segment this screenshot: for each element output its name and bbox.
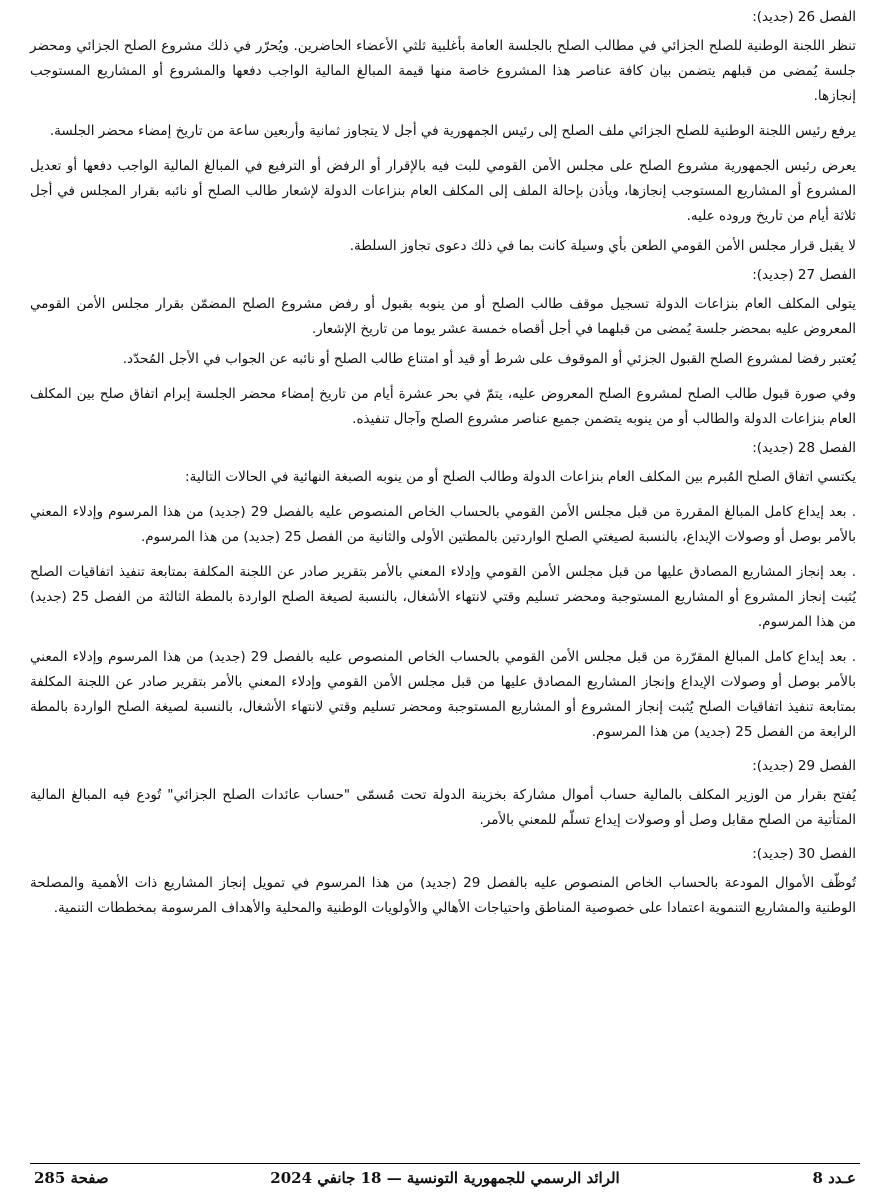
bullet-paragraph: . بعد إيداع كامل المبالغ المقرّرة من قبل مجلس الأمن القومي بالحساب الخاص المنصوص عليه بالفصل 29 (جديد) من هذا المرسوم وإدلاء المعني بالأمر بوصل أو وصولات الإيداع وإنجاز المشاريع المصادق عليها من قبل مجلس الأمن القومي وإدلاء المعني بالأمر بتقرير صادر عن اللجنة المكلفة بمتابعة تنفيذ اتفاقيات الصلح يُثبت إنجاز المشروع أو المشاريع المستوجبة ومحضر تسليم وقتي لانتهاء الأشغال، بالنسبة لصيغة الصلح الواردة بالمطة الرابعة من الفصل 25 (جديد) من هذا المرسوم. (30, 649, 856, 740)
journal-title-date: الرائد الرسمي للجمهورية التونسية — 18 جانفي 2024 (270, 1169, 620, 1187)
paragraph: يعرض رئيس الجمهورية مشروع الصلح على مجلس الأمن القومي للبت فيه بالإقرار أو الرفض أو الترفيع في المبالغ المالية الواجب دفعها أو تعديل المشروع أو المشاريع المستوجب إنجازها، ويأذن بإحالة الملف إلى المكلف العام بنزاعات الدولة لإشعار طالب الصلح أو نائبه بقرار المجلس في أجل ثلاثة أيام من تاريخ وروده عليه. (30, 158, 856, 224)
paragraph: يكتسي اتفاق الصلح المُبرم بين المكلف العام بنزاعات الدولة وطالب الصلح أو من ينوبه الصبغة النهائية في الحالات التالية: (185, 469, 856, 485)
bullet-paragraph: . بعد إنجاز المشاريع المصادق عليها من قبل مجلس الأمن القومي وإدلاء المعني بالأمر بتقرير صادر عن اللجنة المكلفة بمتابعة تنفيذ اتفاقيات الصلح يُثبت إنجاز المشروع أو المشاريع المستوجبة ومحضر تسليم وقتي لانتهاء الأشغال، بالنسبة لصيغة الصلح الواردة بالمطة الثالثة من الفصل 25 (جديد) من هذا المرسوم. (30, 564, 856, 630)
paragraph: لا يقبل قرار مجلس الأمن القومي الطعن بأي وسيلة كانت بما في ذلك دعوى تجاوز السلطة. (349, 238, 856, 254)
paragraph: يتولى المكلف العام بنزاعات الدولة تسجيل موقف طالب الصلح أو من ينوبه بقبول أو رفض مشروع الصلح المضمّن بقرار مجلس الأمن القومي المعروض عليه بمحضر جلسة يُمضى من قبلهما في أجل أقصاه خمسة عشر يوما من تاريخ الإشعار. (30, 296, 856, 337)
paragraph: يُعتبر رفضا لمشروع الصلح القبول الجزئي أو الموقوف على شرط أو قيد أو امتناع طالب الصلح أو نائبه عن الجواب في الأجل المُحدّد. (122, 351, 856, 367)
page-footer (30, 1167, 860, 1195)
issue-number: عـدد 8 (812, 1169, 856, 1187)
footer-divider (30, 1163, 860, 1164)
article-heading: الفصل 26 (جديد): (752, 9, 856, 25)
paragraph: تُوظّف الأموال المودعة بالحساب الخاص المنصوص عليه بالفصل 29 (جديد) من هذا المرسوم في تمويل إنجاز المشاريع ذات الأهمية والمصلحة الوطنية والمشاريع التنموية اعتمادا على خصوصية المناطق واحتياجات الأهالي والأولويات الوطنية والمحلية والأهداف المرسومة بمخططات التنمية. (30, 875, 856, 916)
article-27 (30, 264, 860, 432)
article-29 (30, 755, 860, 833)
article-heading: الفصل 28 (جديد): (752, 440, 856, 456)
paragraph: يرفع رئيس اللجنة الوطنية للصلح الجزائي ملف الصلح إلى رئيس الجمهورية في أجل لا يتجاوز ثمانية وأربعين ساعة من تاريخ إمضاء محضر الجلسة. (49, 123, 856, 139)
article-26 (30, 6, 860, 259)
bullet-paragraph: . بعد إيداع كامل المبالغ المقررة من قبل مجلس الأمن القومي بالحساب الخاص المنصوص عليه بالفصل 29 (جديد) من هذا المرسوم وإدلاء المعني بالأمر بوصل أو وصولات الإيداع، بالنسبة لصيغتي الصلح الواردتين بالمطتين الأولى والثانية من الفصل 25 (جديد) من هذا المرسوم. (30, 504, 856, 545)
article-30 (30, 843, 860, 921)
paragraph: وفي صورة قبول طالب الصلح لمشروع الصلح المعروض عليه، يتمّ في بحر عشرة أيام من تاريخ إمضاء محضر الجلسة إبرام اتفاق صلح بين المكلف العام بنزاعات الدولة والطالب أو من ينوبه يتضمن جميع عناصر مشروع الصلح وآجال تنفيذه. (30, 386, 856, 427)
article-28 (30, 437, 860, 745)
document-body (30, 6, 860, 931)
article-heading: الفصل 30 (جديد): (752, 846, 856, 862)
article-heading: الفصل 27 (جديد): (752, 267, 856, 283)
paragraph: تنظر اللجنة الوطنية للصلح الجزائي في مطالب الصلح بالجلسة العامة بأغلبية ثلثي الأعضاء الحاضرين. ويُحرّر في ذلك مشروع الصلح الجزائي ومحضر جلسة يُمضى من قبلهم يتضمن بيان كافة عناصر هذا المشروع خاصة منها قيمة المبالغ المالية الواجب دفعها والمشروع أو المشاريع المستوجب إنجازها. (30, 38, 856, 104)
page-number: صفحة 285 (34, 1169, 109, 1187)
paragraph: يُفتح بقرار من الوزير المكلف بالمالية حساب أموال مشاركة بخزينة الدولة تحت مُسمّى "حساب عائدات الصلح الجزائي" تُودع فيه المبالغ المالية المتأتية من الصلح مقابل وصل أو وصولات إيداع تسلّم للمعني بالأمر. (30, 787, 856, 828)
article-heading: الفصل 29 (جديد): (752, 758, 856, 774)
